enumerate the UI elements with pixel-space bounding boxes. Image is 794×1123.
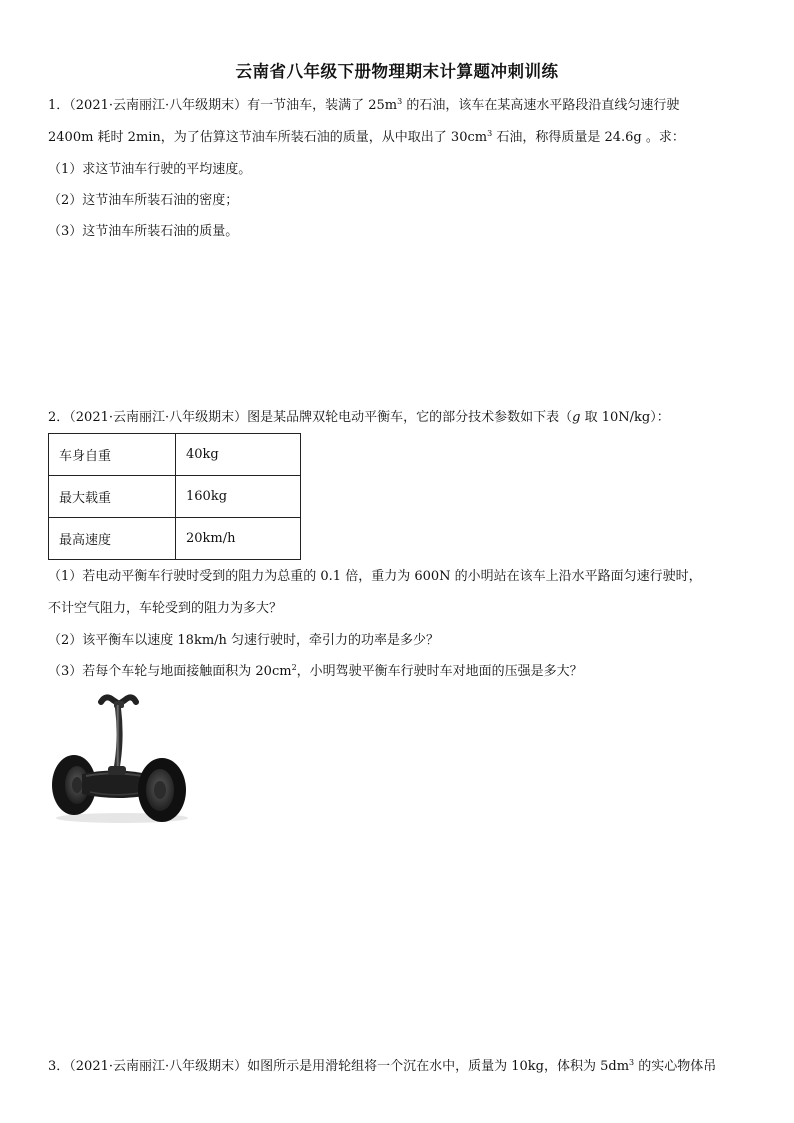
q2-sub3-text-b: ，小明驾驶平衡车行驶时车对地面的压强是多大？ <box>296 664 583 679</box>
q1-text-a: 1．（2021·云南丽江·八年级期末）有一节油车，装满了 25m <box>48 98 398 113</box>
q3-superscript: 3 <box>629 1058 635 1067</box>
q2-text-a: 2．（2021·云南丽江·八年级期末）图是某品牌双轮电动平衡车，它的部分技术参数如下表（ <box>48 410 573 425</box>
q2-sub3-superscript: 2 <box>291 663 297 672</box>
balance-scooter-image <box>46 690 190 826</box>
question-3-stem <box>48 1058 716 1076</box>
spec-value: 160kg <box>176 476 301 518</box>
q1-text-d: 石油，称得质量是 24.6g 。求： <box>492 130 685 145</box>
spec-key: 车身自重 <box>49 434 176 476</box>
question-1-sub-3: （3）这节油车所装石油的质量。 <box>48 224 239 239</box>
table-row <box>49 476 301 518</box>
page-title: 云南省八年级下册物理期末计算题冲刺训练 <box>235 62 559 81</box>
q2-sub3-text-a: （3）若每个车轮与地面接触面积为 20cm <box>48 664 292 679</box>
question-2-sub-1-line-1: （1）若电动平衡车行驶时受到的阻力为总重的 0.1 倍，重力为 600N 的小明站在该车上沿水平路面匀速行驶时， <box>48 569 702 584</box>
spec-key: 最大载重 <box>49 476 176 518</box>
q3-text-b: 的实心物体吊 <box>634 1059 717 1074</box>
spec-key: 最高速度 <box>49 518 176 560</box>
q2-text-b: 取 10N/kg）： <box>580 410 670 425</box>
q3-text-a: 3．（2021·云南丽江·八年级期末）如图所示是用滑轮组将一个沉在水中，质量为 10kg，体积为 5dm <box>48 1059 630 1074</box>
spec-table <box>48 433 301 560</box>
table-row <box>49 434 301 476</box>
question-2-sub-3 <box>48 663 583 681</box>
table-row <box>49 518 301 560</box>
question-1-stem-line-1 <box>48 97 679 115</box>
spec-value: 40kg <box>176 434 301 476</box>
q1-text-c: 2400m 耗时 2min，为了估算这节油车所装石油的质量，从中取出了 30cm <box>48 130 488 145</box>
question-2-sub-1-line-2: 不计空气阻力，车轮受到的阻力为多大？ <box>48 601 283 616</box>
q1-text-b: 的石油，该车在某高速水平路段沿直线匀速行驶 <box>402 98 680 113</box>
question-1-stem-line-2 <box>48 129 685 147</box>
q1-superscript: 3 <box>397 97 403 106</box>
q1-superscript-2: 3 <box>487 129 493 138</box>
question-2-sub-2: （2）该平衡车以速度 18km/h 匀速行驶时，牵引力的功率是多少？ <box>48 633 440 648</box>
spec-value: 20km/h <box>176 518 301 560</box>
question-1-sub-2: （2）这节油车所装石油的密度； <box>48 193 239 208</box>
q2-g-variable: g <box>572 410 581 425</box>
question-2-stem <box>48 409 670 427</box>
question-1-sub-1: （1）求这节油车行驶的平均速度。 <box>48 162 252 177</box>
